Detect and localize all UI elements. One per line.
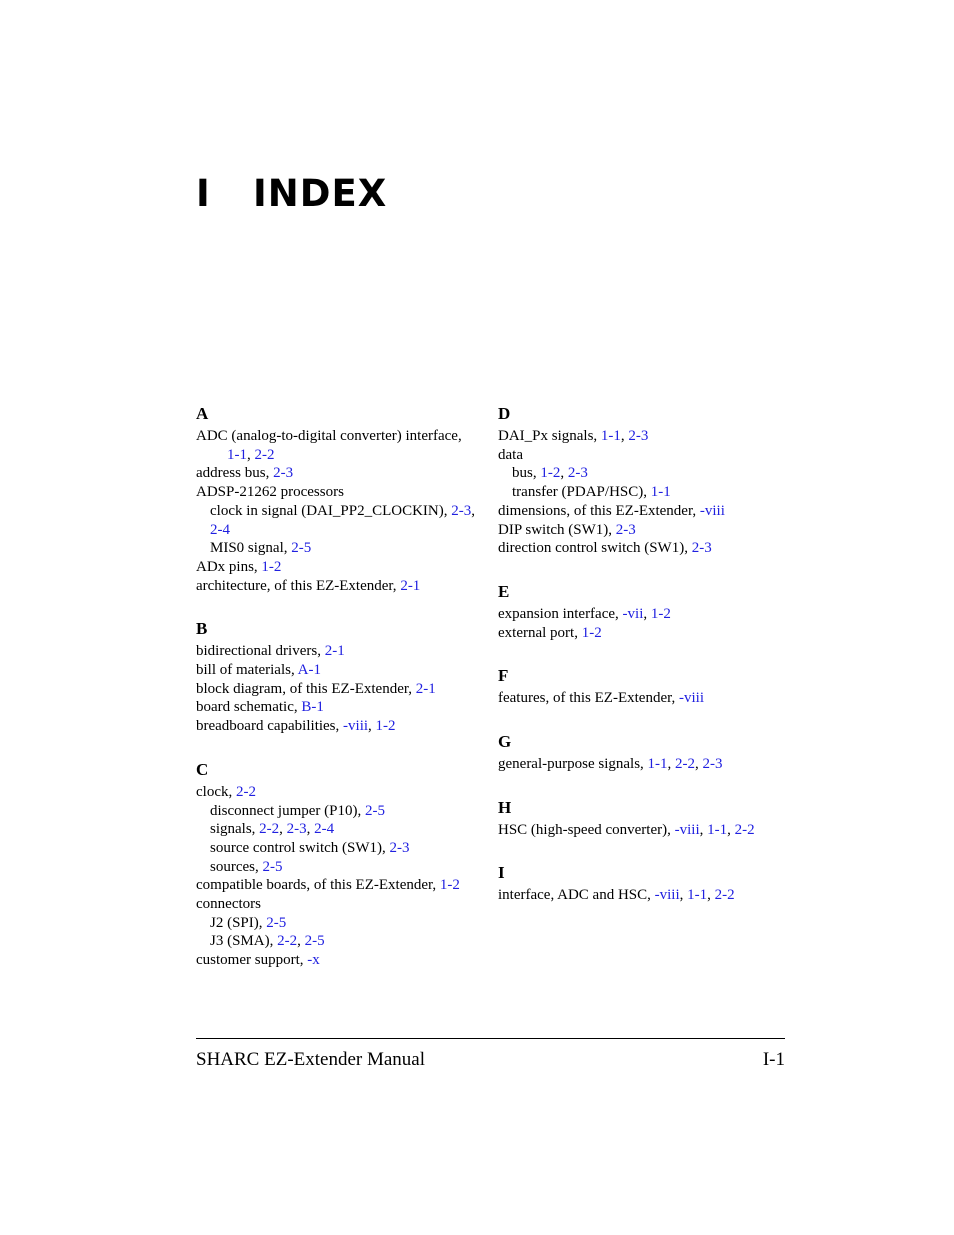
page-reference-link[interactable]: 2-3	[615, 521, 636, 538]
page-reference-link[interactable]: 2-2	[675, 756, 696, 773]
index-entry	[196, 642, 486, 661]
index-letter-heading: I	[498, 863, 505, 883]
entry-term: dimensions, of this EZ-Extender,	[498, 502, 700, 519]
section-spacer	[498, 839, 788, 862]
page-reference-link[interactable]: -viii	[699, 502, 725, 519]
ref-separator: ,	[695, 756, 703, 773]
entry-term: compatible boards, of this EZ-Extender,	[196, 877, 440, 894]
index-entry-list	[498, 605, 788, 642]
entry-term: disconnect jumper (P10),	[210, 802, 365, 819]
index-entry-list	[196, 783, 486, 970]
entry-term: breadboard capabilities,	[196, 718, 344, 735]
index-entry	[196, 661, 486, 680]
index-subentry	[196, 914, 486, 933]
index-entry	[498, 821, 788, 840]
page-reference-link[interactable]: 1-1	[707, 821, 728, 838]
index-entry	[196, 680, 486, 699]
page-reference-link[interactable]: 2-4	[314, 821, 335, 838]
entry-term: DAI_Px signals,	[498, 428, 601, 444]
entry-term: MIS0 signal,	[210, 540, 292, 557]
section-spacer	[498, 558, 788, 581]
page-reference-link[interactable]: 2-1	[324, 643, 345, 660]
page-reference-link[interactable]: -viii	[654, 887, 680, 904]
index-entry	[498, 624, 788, 643]
ref-separator: ,	[679, 887, 688, 904]
index-entry-list	[498, 755, 788, 774]
ref-separator: ,	[620, 428, 629, 444]
ref-separator: ,	[727, 821, 735, 838]
footer-manual-title: SHARC EZ-Extender Manual	[196, 1049, 426, 1070]
ref-separator: ,	[279, 821, 287, 838]
page-reference-link[interactable]: 2-2	[714, 887, 735, 904]
index-entry-list	[498, 689, 788, 708]
index-subentry	[196, 521, 486, 540]
page-reference-link[interactable]: A-1	[297, 662, 321, 679]
index-subentry	[196, 802, 486, 821]
page-reference-link[interactable]: 1-2	[650, 605, 671, 622]
entry-term: sources,	[210, 858, 263, 875]
entry-term: signals,	[210, 821, 260, 838]
entry-term: expansion interface,	[498, 605, 623, 622]
index-subentry	[498, 483, 788, 502]
section-spacer	[498, 708, 788, 731]
ref-separator: ,	[560, 465, 568, 482]
ref-separator: ,	[643, 605, 651, 622]
entry-term: customer support,	[196, 952, 308, 969]
index-entry	[196, 483, 486, 502]
page-reference-link[interactable]: 2-2	[277, 933, 298, 950]
index-subentry	[196, 820, 486, 839]
page-reference-link[interactable]: 2-5	[364, 802, 385, 819]
index-entry	[196, 698, 486, 717]
index-entry	[498, 755, 788, 774]
index-letter-heading: F	[498, 666, 509, 686]
page-reference-link[interactable]: 1-1	[600, 428, 621, 444]
page-reference-link[interactable]: 2-2	[734, 821, 755, 838]
entry-term: J2 (SPI),	[210, 914, 267, 931]
footer-page-number: I-1	[762, 1049, 785, 1070]
entry-term: general-purpose signals,	[498, 756, 648, 773]
index-entry-list	[196, 642, 486, 736]
entry-term: clock in signal (DAI_PP2_CLOCKIN),	[210, 502, 452, 519]
page-reference-link[interactable]: -viii	[343, 718, 369, 735]
page-reference-link[interactable]: 2-3	[451, 502, 472, 519]
index-subentry	[196, 502, 486, 521]
page-reference-link[interactable]: 2-3	[389, 839, 410, 856]
index-entry	[196, 558, 486, 577]
page-reference-link[interactable]: 2-2	[235, 783, 256, 800]
index-subentry	[196, 932, 486, 951]
entry-term: source control switch (SW1),	[210, 839, 390, 856]
index-entry-list	[498, 886, 788, 905]
index-letter-heading: D	[498, 404, 511, 423]
index-entry	[498, 427, 788, 446]
page-reference-link[interactable]: 2-5	[304, 933, 325, 950]
page-reference-link[interactable]: -x	[307, 952, 320, 969]
index-subentry	[498, 464, 788, 483]
index-entry	[498, 886, 788, 905]
index-letter-heading: C	[196, 759, 209, 779]
entry-term: bus,	[512, 465, 541, 482]
chapter-title: INDEX	[253, 172, 388, 215]
page-title	[196, 168, 387, 220]
index-entry	[196, 717, 486, 736]
entry-term: connectors	[196, 896, 261, 913]
index-subentry	[196, 839, 486, 858]
entry-term: ADx pins,	[196, 558, 262, 575]
chapter-number: I	[196, 172, 211, 215]
page-reference-link[interactable]: 1-1	[647, 756, 668, 773]
index-letter-heading: G	[498, 732, 512, 752]
index-entry	[196, 876, 486, 895]
ref-separator: ,	[297, 933, 305, 950]
page-reference-link[interactable]: 1-2	[439, 877, 460, 894]
ref-separator: ,	[699, 821, 708, 838]
page-reference-link[interactable]: 1-1	[687, 887, 708, 904]
page-reference-link[interactable]: 2-5	[266, 914, 287, 931]
page-reference-link[interactable]: -viii	[674, 821, 700, 838]
index-entry	[498, 521, 788, 540]
index-entry	[196, 446, 486, 465]
entry-term: direction control switch (SW1),	[498, 540, 692, 557]
page-reference-link[interactable]: 2-3	[567, 465, 588, 482]
page-reference-link[interactable]: 2-5	[262, 858, 283, 875]
section-spacer	[498, 774, 788, 797]
section-spacer	[196, 736, 486, 759]
section-spacer	[196, 595, 486, 618]
entry-term: architecture, of this EZ-Extender,	[196, 577, 401, 594]
page-reference-link[interactable]: 2-2	[259, 821, 280, 838]
page-reference-link[interactable]: 2-2	[254, 446, 275, 463]
page-reference-link[interactable]: 2-3	[691, 540, 712, 557]
entry-term: ADC (analog-to-digital converter) interface,	[196, 428, 462, 444]
entry-term: external port,	[498, 624, 582, 641]
ref-separator: ,	[667, 756, 676, 773]
index-letter-heading: H	[498, 797, 512, 817]
page-reference-link[interactable]: 1-2	[375, 718, 396, 735]
index-entry	[196, 577, 486, 596]
entry-term: J3 (SMA),	[210, 933, 278, 950]
entry-term: bidirectional drivers,	[196, 643, 325, 660]
page-reference-link[interactable]: 2-1	[400, 577, 421, 594]
page-reference-link[interactable]: 2-3	[702, 756, 723, 773]
page-reference-link[interactable]: 1-2	[581, 624, 602, 641]
index-entry	[196, 464, 486, 483]
index-entry	[498, 539, 788, 558]
index-subentry	[196, 539, 486, 558]
footer-divider	[196, 1038, 785, 1039]
entry-term: bill of materials,	[196, 662, 298, 679]
index-letter-heading: E	[498, 581, 510, 601]
entry-term: address bus,	[196, 465, 274, 482]
page-reference-link[interactable]: 1-1	[650, 484, 671, 501]
entry-term: HSC (high-speed converter),	[498, 821, 675, 838]
page-reference-link[interactable]: 2-4	[210, 521, 230, 538]
page-reference-link[interactable]: 1-1	[227, 446, 247, 463]
page-reference-link[interactable]: 2-3	[273, 465, 294, 482]
index-letter-heading: B	[196, 619, 208, 639]
entry-term: clock,	[196, 783, 236, 800]
page-reference-link[interactable]: 2-1	[415, 680, 436, 697]
index-subentry	[196, 858, 486, 877]
index-entry	[196, 427, 486, 446]
ref-separator: ,	[368, 718, 376, 735]
index-letter-heading: A	[196, 404, 209, 423]
trailing-punctuation: ,	[471, 502, 475, 519]
entry-term: features, of this EZ-Extender,	[498, 690, 679, 707]
ref-separator: ,	[707, 887, 715, 904]
index-entry	[196, 951, 486, 970]
page-reference-link[interactable]: 2-5	[291, 540, 312, 557]
ref-separator: ,	[306, 821, 315, 838]
index-entry	[498, 689, 788, 708]
entry-term: transfer (PDAP/HSC),	[512, 484, 651, 501]
index-entry	[196, 895, 486, 914]
index-entry-list	[196, 427, 486, 595]
index-column-left	[196, 403, 486, 970]
entry-term: board schematic,	[196, 699, 302, 716]
index-entry	[498, 605, 788, 624]
index-entry-list	[498, 821, 788, 840]
page-reference-link[interactable]: -vii	[622, 605, 644, 622]
entry-term: block diagram, of this EZ-Extender,	[196, 680, 416, 697]
entry-term: data	[498, 446, 523, 463]
ref-separator: ,	[247, 446, 255, 463]
entry-term: DIP switch (SW1),	[498, 521, 616, 538]
page-reference-link[interactable]: 1-2	[540, 465, 561, 482]
section-spacer	[498, 642, 788, 665]
index-entry	[498, 502, 788, 521]
entry-term: ADSP-21262 processors	[196, 484, 344, 501]
page-reference-link[interactable]: -viii	[679, 690, 704, 707]
index-entry-list	[498, 427, 788, 558]
page-reference-link[interactable]: 2-3	[286, 821, 307, 838]
entry-term: interface, ADC and HSC,	[498, 887, 655, 904]
index-entry	[196, 783, 486, 802]
index-column-right	[498, 403, 788, 905]
index-entry	[498, 446, 788, 465]
page-reference-link[interactable]: B-1	[301, 699, 324, 716]
page-reference-link[interactable]: 2-3	[628, 428, 649, 444]
page-reference-link[interactable]: 1-2	[261, 558, 282, 575]
